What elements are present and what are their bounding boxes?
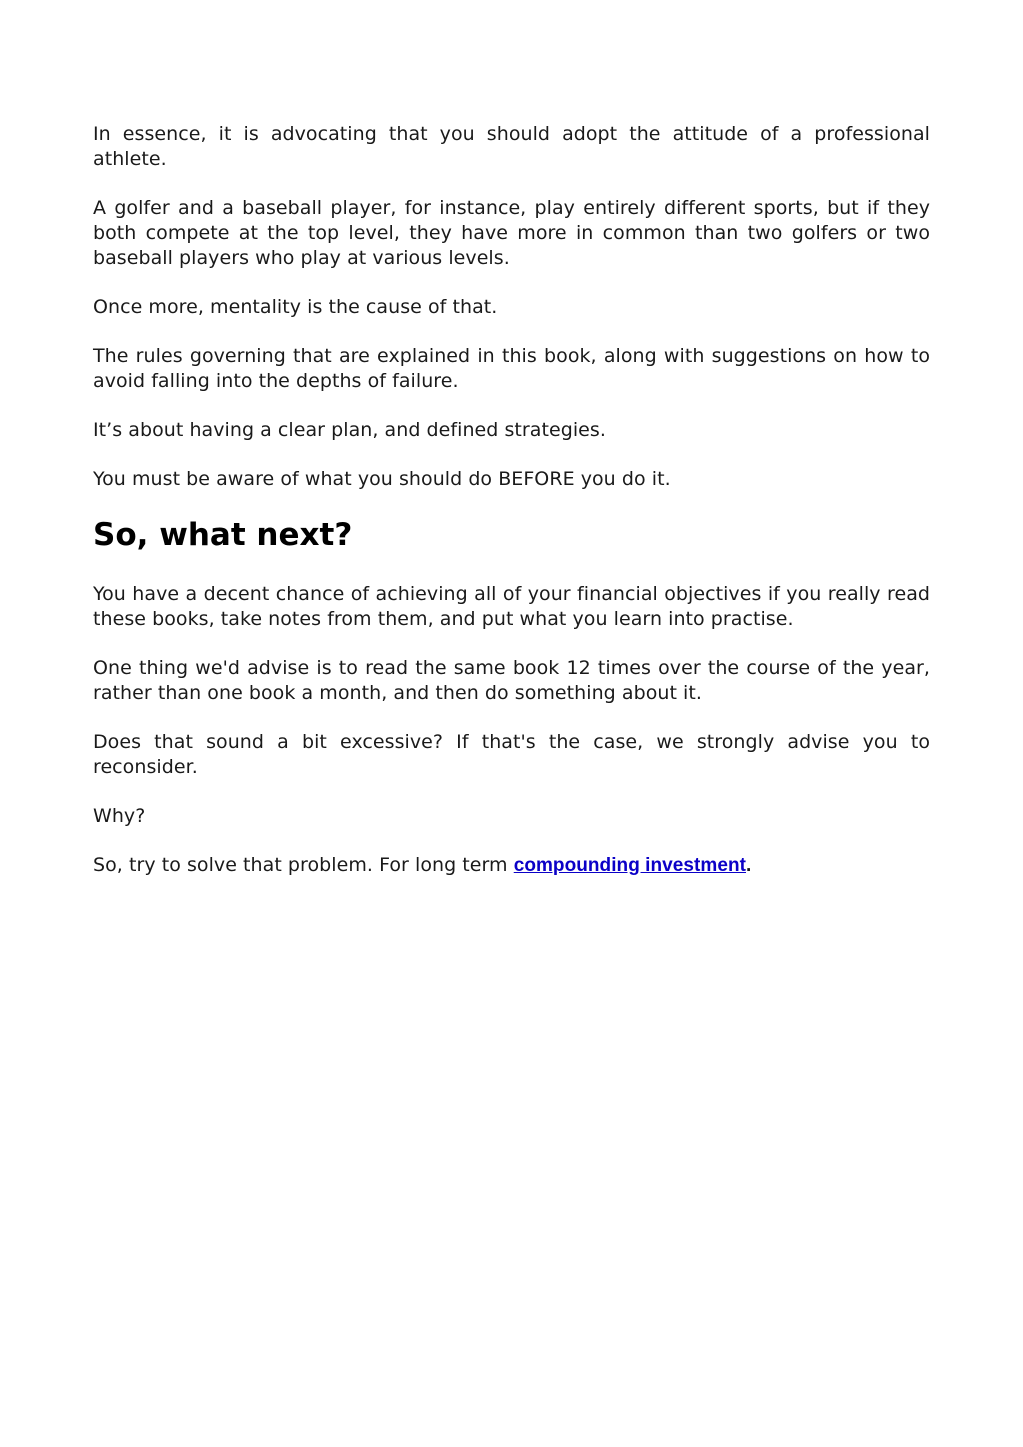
paragraph: The rules governing that are explained in this book, along with suggestions on how to avoid falling into the depths of failure. [93,345,930,392]
paragraph: A golfer and a baseball player, for instance, play entirely different sports, but if they both compete at the top level, they have more in common than two golfers or two baseball players who play at various levels. [93,197,930,269]
final-paragraph-text: So, try to solve that problem. For long term [93,854,514,876]
paragraph: You must be aware of what you should do BEFORE you do it. [93,468,671,490]
final-period: . [746,855,752,876]
paragraph: Once more, mentality is the cause of that. [93,296,498,318]
paragraph: One thing we'd advise is to read the same book 12 times over the course of the year, rather than one book a month, and then do something about it. [93,657,930,704]
paragraph: In essence, it is advocating that you should adopt the attitude of a professional athlete. [93,123,930,170]
compounding-investment-link[interactable]: compounding investment [513,855,746,876]
paragraph: Why? [93,805,146,827]
paragraph: It’s about having a clear plan, and defined strategies. [93,419,606,441]
paragraph: You have a decent chance of achieving all of your financial objectives if you really read these books, take notes from them, and put what you learn into practise. [93,583,930,630]
paragraph: Does that sound a bit excessive? If that's the case, we strongly advise you to reconsider. [93,731,930,778]
section-heading: So, what next? [93,517,353,553]
document-page [93,122,930,902]
final-paragraph [93,853,930,878]
